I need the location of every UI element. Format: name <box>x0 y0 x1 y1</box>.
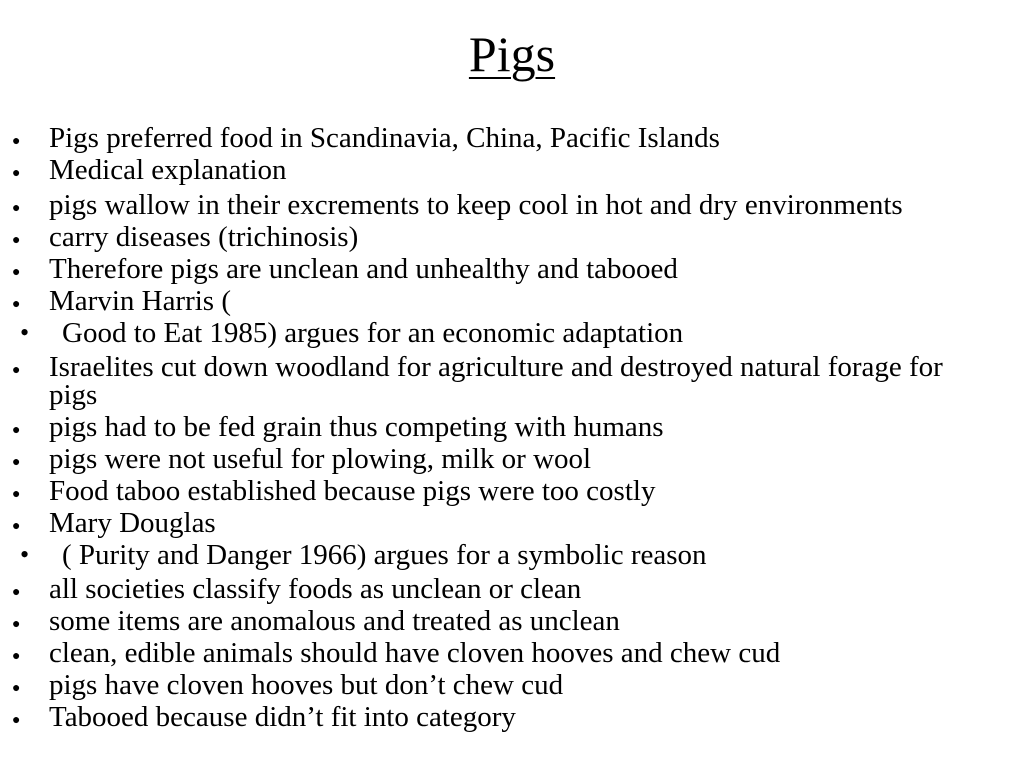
bullet-text: Tabooed because didn’t fit into category <box>49 701 516 733</box>
bullet-item <box>0 287 1024 315</box>
bullet-text: all societies classify foods as unclean or clean <box>49 573 582 605</box>
bullet-item <box>0 445 1024 473</box>
bullet-dot-icon: • <box>20 540 30 569</box>
bullet-dot-icon: ● <box>12 649 21 664</box>
bullet-text: Mary Douglas <box>49 507 216 539</box>
bullet-text: Israelites cut down woodland for agriculture and destroyed natural forage for pigs <box>49 351 943 411</box>
bullet-item <box>0 703 1024 731</box>
bullet-text: ( Purity and Danger 1966) argues for a symbolic reason <box>62 539 707 571</box>
slide-title-text: Pigs <box>468 26 556 82</box>
bullet-dot-icon: ● <box>12 681 21 696</box>
bullet-text: Marvin Harris ( <box>49 285 232 317</box>
bullet-text: pigs were not useful for plowing, milk or wool <box>49 443 592 475</box>
sub-bullet-item <box>0 319 1024 347</box>
bullet-item <box>0 156 1024 184</box>
bullet-item <box>0 671 1024 699</box>
bullet-text: carry diseases (trichinosis) <box>49 221 359 253</box>
bullet-list <box>0 124 1024 735</box>
bullet-dot-icon: ● <box>12 487 21 502</box>
bullet-item <box>0 223 1024 251</box>
bullet-text: pigs have cloven hooves but don’t chew cud <box>49 669 564 701</box>
bullet-dot-icon: ● <box>12 519 21 534</box>
bullet-dot-icon: ● <box>12 233 21 248</box>
bullet-dot-icon: ● <box>12 713 21 728</box>
bullet-item <box>0 191 1024 219</box>
bullet-dot-icon: ● <box>12 585 21 600</box>
bullet-item <box>0 509 1024 537</box>
bullet-dot-icon: ● <box>12 166 21 181</box>
bullet-dot-icon: ● <box>12 265 21 280</box>
bullet-item <box>0 575 1024 603</box>
bullet-dot-icon: ● <box>12 363 21 378</box>
bullet-item <box>0 477 1024 505</box>
bullet-item <box>0 255 1024 283</box>
bullet-dot-icon: • <box>20 318 30 347</box>
bullet-text: pigs wallow in their excrements to keep cool in hot and dry environments <box>49 189 903 221</box>
sub-bullet-item <box>0 541 1024 569</box>
bullet-dot-icon: ● <box>12 201 21 216</box>
bullet-item <box>0 413 1024 441</box>
bullet-text: Good to Eat 1985) argues for an economic adaptation <box>62 317 684 349</box>
bullet-text: Pigs preferred food in Scandinavia, China, Pacific Islands <box>49 122 720 154</box>
bullet-item <box>0 353 1024 409</box>
bullet-dot-icon: ● <box>12 423 21 438</box>
bullet-dot-icon: ● <box>12 617 21 632</box>
slide-title <box>0 22 1024 86</box>
bullet-text: pigs had to be fed grain thus competing with humans <box>49 411 664 443</box>
bullet-text: clean, edible animals should have cloven hooves and chew cud <box>49 637 781 669</box>
bullet-text: Medical explanation <box>49 154 287 186</box>
bullet-dot-icon: ● <box>12 455 21 470</box>
bullet-text: some items are anomalous and treated as unclean <box>49 605 620 637</box>
bullet-text: Therefore pigs are unclean and unhealthy and tabooed <box>49 253 678 285</box>
bullet-text: Food taboo established because pigs were too costly <box>49 475 656 507</box>
bullet-dot-icon: ● <box>12 297 21 312</box>
bullet-item <box>0 639 1024 667</box>
bullet-item <box>0 124 1024 152</box>
bullet-dot-icon: ● <box>12 134 21 149</box>
bullet-item <box>0 607 1024 635</box>
